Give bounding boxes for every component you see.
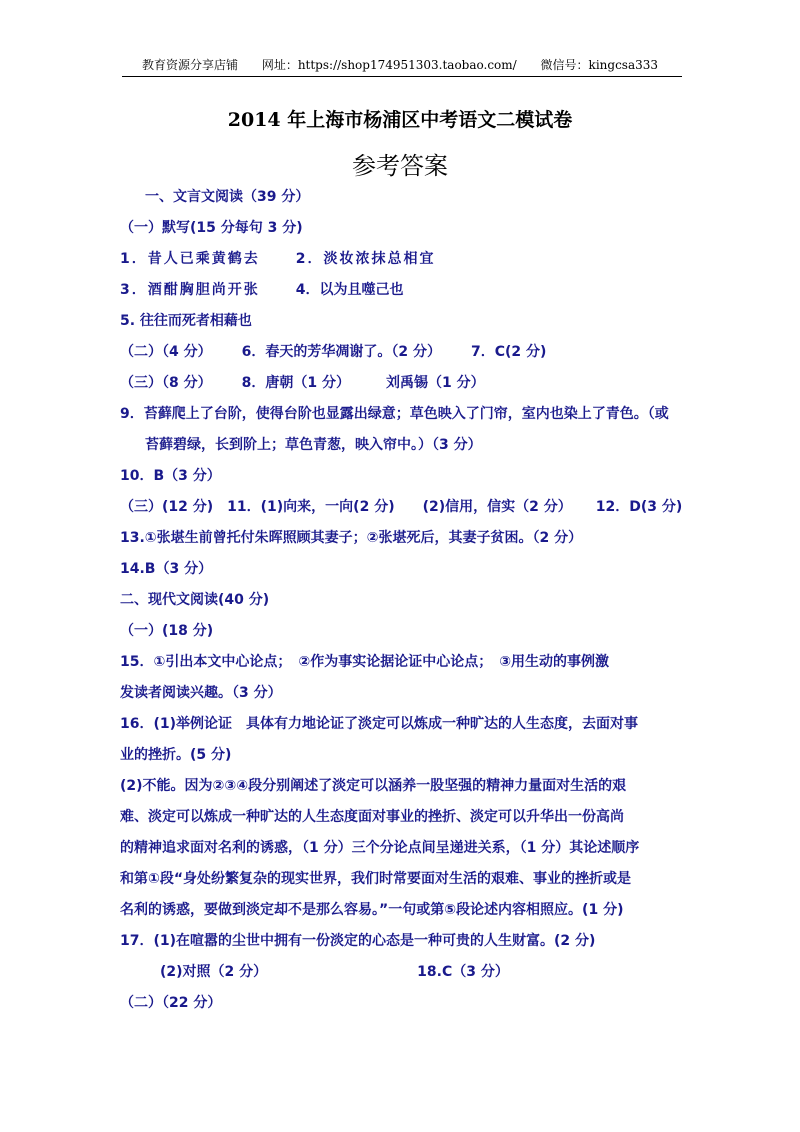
answer-18: 18.C（3 分） (417, 964, 509, 980)
answer-10: 10．B（3 分） (120, 468, 221, 484)
answer-16: 16．(1)举例论证 具体有力地论证了淡定可以炼成一种旷达的人生态度，去面对事 (120, 716, 639, 732)
answer-6: 6．春天的芳华凋谢了。（2 分） (241, 344, 441, 360)
answer-16-2-cont: 的精神追求面对名利的诱惑，（1 分）三个分论点间呈递进关系，（1 分）其论述顺序 (120, 840, 640, 856)
answer-11b: (2)信用，信实（2 分） (422, 499, 572, 515)
answer-line (120, 275, 690, 306)
answer-7: 7．C(2 分) (470, 344, 547, 360)
answer-16-cont: 业的挫折。(5 分) (120, 747, 232, 763)
subsection-3: （三）（8 分） (120, 375, 212, 391)
section-heading: 一、文言文阅读（39 分） (145, 189, 310, 205)
answer-line (120, 492, 690, 523)
subsection-heading: （二）（22 分） (120, 995, 222, 1011)
answer-8: 8．唐朝（1 分） (241, 375, 350, 391)
answer-16-2-cont: 名利的诱惑，要做到淡定却不是那么容易。”一句或第⑤段论述内容相照应。(1 分) (120, 902, 624, 918)
wechat-id: 微信号：kingcsa333 (540, 58, 659, 72)
answer-17: 17．(1)在喧嚣的尘世中拥有一份淡定的心态是一种可贵的人生财富。(2 分) (120, 933, 596, 949)
answer-9: 9．苔藓爬上了台阶，使得台阶也显露出绿意；草色映入了门帘，室内也染上了青色。（或 (120, 406, 669, 422)
subsection-2: （二）（4 分） (120, 344, 212, 360)
answer-15: 15．①引出本文中心论点； ②作为事实论据论证中心论点； ③用生动的事例激 (120, 654, 610, 670)
answer-1: 1．昔人已乘黄鹤去 (120, 251, 260, 267)
document-subtitle: 参考答案 (352, 152, 448, 180)
answer-15-cont: 发读者阅读兴趣。（3 分） (120, 685, 282, 701)
subsection-3b: （三）(12 分) (120, 499, 214, 515)
answer-line (120, 244, 690, 275)
subsection-heading: （一）默写(15 分每句 3 分) (120, 220, 303, 236)
answer-3: 3．酒酣胸胆尚开张 (120, 282, 260, 298)
answer-16-2: (2)不能。因为②③④段分别阐述了淡定可以涵养一股坚强的精神力量面对生活的艰 (120, 778, 627, 794)
answer-2: 2．淡妆浓抹总相宜 (295, 251, 436, 267)
answer-line (120, 337, 690, 368)
document-title: 2014 年上海市杨浦区中考语文二模试卷 (227, 109, 573, 131)
answer-line (120, 368, 690, 399)
page-header (0, 56, 800, 73)
answer-12: 12．D(3 分) (595, 499, 683, 515)
answer-16-2-cont: 难、淡定可以炼成一种旷达的人生态度面对事业的挫折、淡定可以升华出一份高尚 (120, 809, 624, 825)
answer-17-2: (2)对照（2 分） (160, 964, 268, 980)
subsection-heading: （一）(18 分) (120, 623, 214, 639)
answer-5: 5. 往往而死者相藉也 (120, 313, 252, 329)
answer-11: 11．(1)向来，一向(2 分) (227, 499, 395, 515)
answer-13: 13.①张堪生前曾托付朱晖照顾其妻子；②张堪死后，其妻子贫困。（2 分） (120, 530, 583, 546)
answer-4: 4．以为且噬己也 (295, 282, 404, 298)
header-divider (122, 76, 682, 77)
answer-line (120, 957, 690, 988)
answer-9-cont: 苔藓碧绿，长到阶上；草色青葱，映入帘中。）（3 分） (145, 437, 482, 453)
answer-16-2-cont: 和第①段“身处纷繁复杂的现实世界，我们时常要面对生活的艰难、事业的挫折或是 (120, 871, 632, 887)
answer-body (120, 182, 690, 1019)
answer-8b: 刘禹锡（1 分） (385, 375, 485, 391)
shop-url: 网址：https://shop174951303.taobao.com/ (261, 58, 517, 72)
answer-14: 14.B（3 分） (120, 561, 213, 577)
shop-name: 教育资源分享店铺 (141, 58, 238, 72)
section-heading: 二、现代文阅读(40 分) (120, 592, 270, 608)
